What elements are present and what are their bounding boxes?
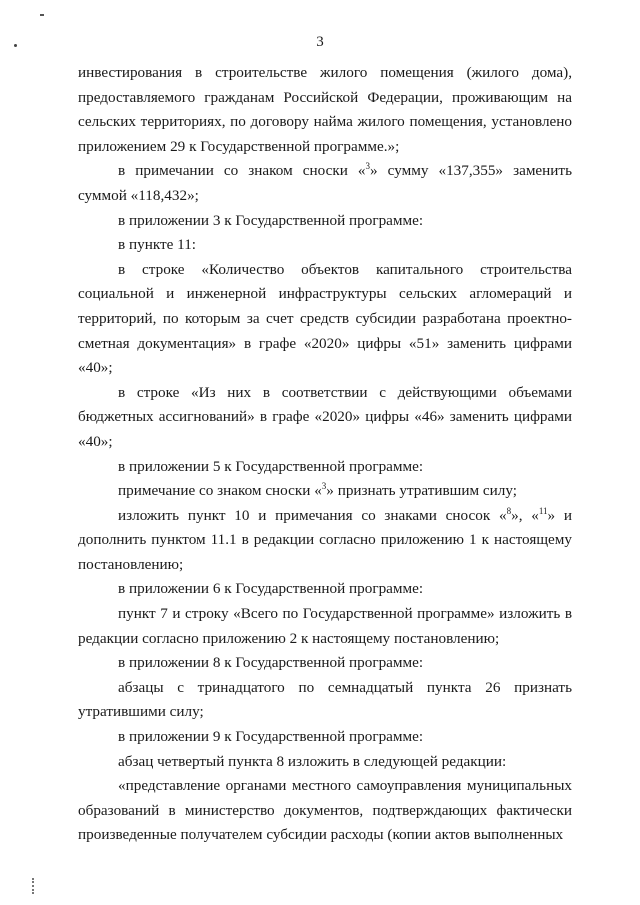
paragraph-text: » сумму «137,355» заменить суммой «118,432»; <box>78 162 572 204</box>
document-body <box>78 61 572 848</box>
paragraph-text: в приложении 8 к Государственной программе: <box>118 654 424 672</box>
paragraph-text: в строке «Количество объектов капитального строительства социальной и инженерной инфраструктуры сельских агломераций и территорий, по которым за счет средств субсидии разработана проектно-сметная документация» в графе «2020» цифры «51» заменить цифрами «40»; <box>78 260 572 377</box>
paragraph-text: в пункте 11: <box>118 236 197 254</box>
paragraph <box>78 577 572 602</box>
paragraph <box>78 258 572 381</box>
paragraph-text: «представление органами местного самоуправления муниципальных образований в министерство документов, подтверждающих фактически произведенные получателем субсидии расходы (копии актов выполненных <box>78 777 572 844</box>
paragraph-text: пункт 7 и строку «Всего по Государственной программе» изложить в редакции согласно приложению 2 к настоящему постановлению; <box>78 605 572 647</box>
footnote-mark: 11 <box>538 505 548 516</box>
paragraph-text: в приложении 6 к Государственной программе: <box>118 580 424 598</box>
footnote-mark: 8 <box>506 505 512 516</box>
paragraph <box>78 504 572 578</box>
paragraph-text: изложить пункт 10 и примечания со знаками сносок « <box>118 506 507 524</box>
paragraph-text: в приложении 3 к Государственной программе: <box>118 211 424 229</box>
paragraph-text: в примечании со знаком сноски « <box>118 162 366 180</box>
paragraph <box>78 750 572 775</box>
paragraph-text: примечание со знаком сноски « <box>118 482 322 500</box>
scan-mark-bottom <box>32 878 36 894</box>
paragraph <box>78 159 572 208</box>
paragraph <box>78 61 572 159</box>
paragraph <box>78 774 572 848</box>
paragraph <box>78 479 572 504</box>
paragraph <box>78 209 572 234</box>
paragraph-text: инвестирования в строительстве жилого помещения (жилого дома), предоставляемого гражданам Российской Федерации, проживающим на сельских территориях, по договору найма жилого помещения, установлено приложением 29 к Государственной программе.»; <box>78 64 572 155</box>
paragraph-text: абзац четвертый пункта 8 изложить в следующей редакции: <box>118 752 507 770</box>
paragraph <box>78 725 572 750</box>
paragraph <box>78 233 572 258</box>
paragraph-text: в приложении 5 к Государственной программе: <box>118 457 424 475</box>
paragraph <box>78 455 572 480</box>
paragraph-text: абзацы с тринадцатого по семнадцатый пункта 26 признать утратившими силу; <box>78 678 572 721</box>
footnote-mark: 3 <box>365 161 370 172</box>
page-number: 3 <box>316 34 324 50</box>
paragraph-text: », « <box>511 506 539 524</box>
paragraph <box>78 602 572 651</box>
footnote-mark: 3 <box>321 481 327 492</box>
paragraph-text: в приложении 9 к Государственной программе: <box>118 728 424 746</box>
paragraph-text: » признать утратившим силу; <box>326 482 517 500</box>
paragraph <box>78 651 572 676</box>
scan-mark-top <box>40 14 44 16</box>
paragraph-text: » и дополнить пунктом 11.1 в редакции согласно приложению 1 к настоящему постановлению; <box>78 506 572 573</box>
paragraph-text: в строке «Из них в соответствии с действующими объемами бюджетных ассигнований» в графе «2020» цифры «46» заменить цифрами «40»; <box>78 383 572 450</box>
paragraph <box>78 381 572 455</box>
paragraph <box>78 676 572 725</box>
